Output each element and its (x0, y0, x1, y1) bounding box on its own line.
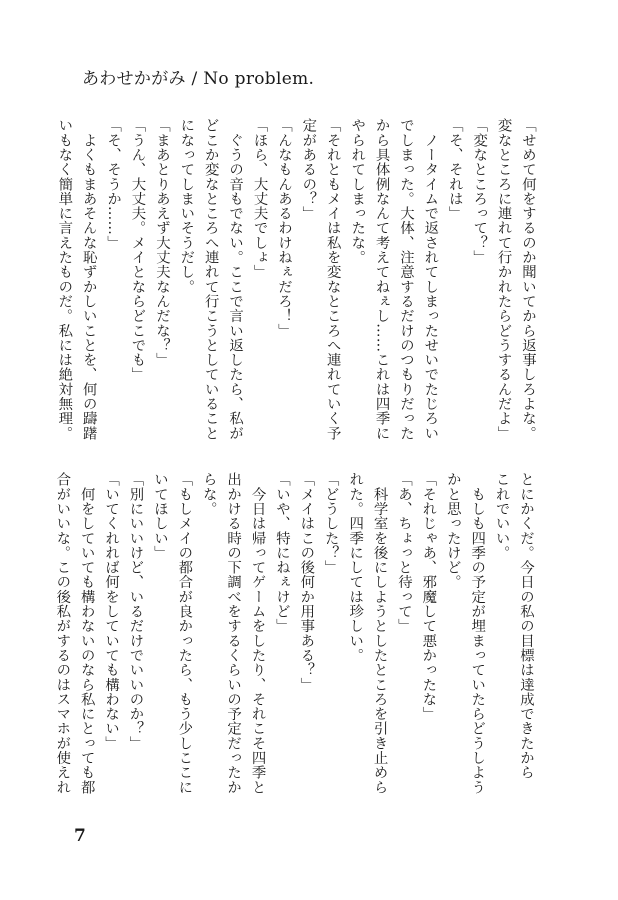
text-line: いもなく簡単に言えたものだ。私には絶対無理。 (56, 118, 73, 441)
text-line: かと思ったけど。 (444, 472, 461, 590)
text-line: から具体例なんて考えてねぇし……これは四季に (373, 118, 390, 441)
text-line: ノータイムで返されてしまったせいでたじろい (422, 118, 439, 441)
text-line: 何をしていても構わないのなら私にとっても都 (78, 472, 95, 795)
text-line: よくもまあそんな恥ずかしいことを、何の躊躇 (80, 118, 97, 441)
text-line: 今日は帰ってゲームをしたり、それこそ四季と (249, 472, 266, 795)
page-number: 7 (74, 826, 86, 846)
text-line: 合がいいな。この後私がするのはスマホが使えれ (54, 472, 71, 795)
text-line: ぐうの音もでない。ここで言い返したら、私が (227, 118, 244, 441)
text-line: 「まあとりあえず大丈夫なんだな？」 (153, 118, 170, 368)
text-line: 定があるの？」 (300, 118, 317, 221)
text-line: 「それともメイは私を変なところへ連れていく予 (324, 118, 341, 441)
lower-text-column (50, 472, 538, 812)
text-line: 科学室を後にしようとしたところを引き止めら (371, 472, 388, 795)
text-line: 変なところに連れて行かれたらどうするんだよ」 (495, 118, 512, 441)
text-line: 「どうした？」 (322, 472, 339, 575)
text-line: やられてしまったな。 (349, 118, 366, 265)
text-line: どこか変なところへ連れて行こうとしていること (202, 118, 219, 441)
text-line: 「ほら、大丈夫でしょ」 (251, 118, 268, 280)
page-header-title: あわせかがみ / No problem. (82, 69, 315, 89)
text-line: これでいい。 (493, 472, 510, 560)
text-line: れた。四季にしては珍しい。 (347, 472, 364, 663)
text-line: でしまった。大体、注意するだけのつもりだった (397, 118, 414, 441)
text-line: 「メイはこの後何か用事ある？」 (298, 472, 315, 692)
text-line: になってしまいそうだし。 (178, 118, 195, 294)
text-line: 「あ、ちょっと待って」 (395, 472, 412, 634)
text-line: 「そ、それは」 (446, 118, 463, 221)
text-line: 「変なところって？」 (471, 118, 488, 265)
text-line: 「いや、特にねぇけど」 (273, 472, 290, 634)
text-line: 「うん、大丈夫。メイとならどこでも」 (129, 118, 146, 382)
text-line: 「それじゃあ、邪魔して悪かったな」 (420, 472, 437, 722)
text-line: らな。 (200, 472, 217, 516)
text-line: 「いてくれれば何をしていても構わない」 (103, 472, 120, 751)
text-line: 「別にいいけど、いるだけでいいのか？」 (127, 472, 144, 751)
upper-text-column (52, 118, 540, 458)
text-line: 「せめて何をするのか聞いてから返事しろよな。 (520, 118, 536, 441)
text-line: 「んなもんあるわけねぇだろ！」 (275, 118, 292, 338)
text-line: とにかくだ。今日の私の目標は達成できたから (518, 472, 534, 780)
text-line: 出かける時の下調べをするくらいの予定だったか (225, 472, 242, 795)
text-line: 「そ、そうか……」 (105, 118, 122, 250)
text-line: もしも四季の予定が埋まっていたらどうしよう (469, 472, 486, 795)
text-line: いてほしい」 (151, 472, 168, 560)
text-line: 「もしメイの都合が良かったら、もう少しここに (176, 472, 193, 795)
